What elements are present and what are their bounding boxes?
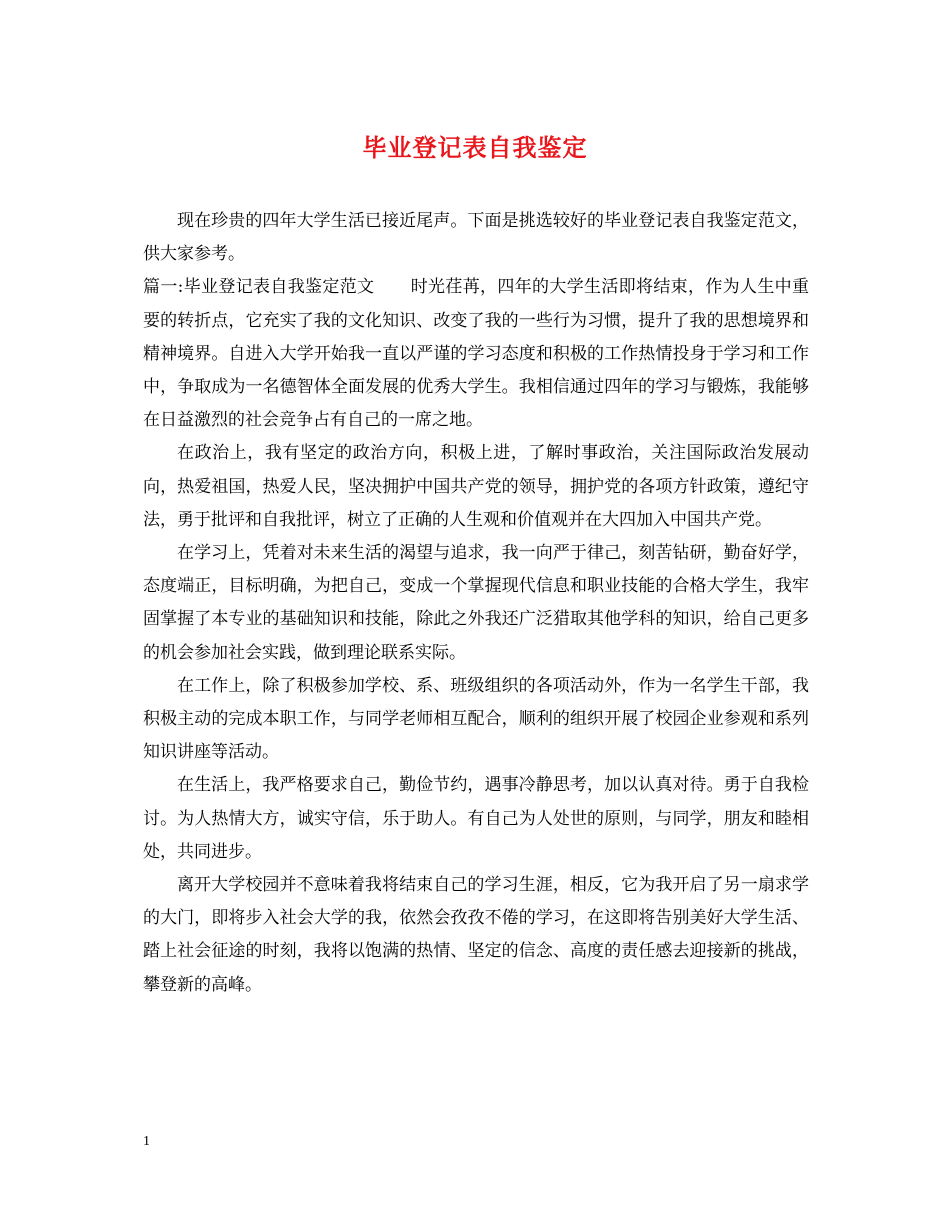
politics-paragraph: 在政治上，我有坚定的政治方向，积极上进，了解时事政治，关注国际政治发展动向，热爱祖国，热爱人民，坚决拥护中国共产党的领导，拥护党的各项方针政策，遵纪守法，勇于批评和自我批评，树立了正确的人生观和价值观并在大四加入中国共产党。 bbox=[143, 443, 809, 530]
document-body bbox=[143, 205, 809, 1002]
section-1-paragraph bbox=[143, 271, 809, 437]
closing-paragraph: 离开大学校园并不意味着我将结束自己的学习生涯，相反，它为我开启了另一扇求学的大门，即将步入社会大学的我，依然会孜孜不倦的学习，在这即将告别美好大学生活、踏上社会征途的时刻，我将以饱满的热情、坚定的信念、高度的责任感去迎接新的挑战，攀登新的高峰。 bbox=[143, 875, 809, 995]
intro-paragraph: 现在珍贵的四年大学生活已接近尾声。下面是挑选较好的毕业登记表自我鉴定范文，供大家参考。 bbox=[143, 211, 809, 265]
work-paragraph: 在工作上，除了积极参加学校、系、班级组织的各项活动外，作为一名学生干部，我积极主动的完成本职工作，与同学老师相互配合，顺利的组织开展了校园企业参观和系列知识讲座等活动。 bbox=[143, 675, 809, 763]
document-title: 毕业登记表自我鉴定 bbox=[362, 133, 588, 162]
life-paragraph: 在生活上，我严格要求自己，勤俭节约，遇事冷静思考，加以认真对待。勇于自我检讨。为人热情大方，诚实守信，乐于助人。有自己为人处世的原则，与同学，朋友和睦相处，共同进步。 bbox=[143, 775, 809, 862]
section-1-opening: 时光荏苒，四年的大学生活即将结束，作为人生中重要的转折点，它充实了我的文化知识、改变了我的一些行为习惯，提升了我的思想境界和精神境界。自进入大学开始我一直以严谨的学习态度和积极的工作热情投身于学习和工作中，争取成为一名德智体全面发展的优秀大学生。我相信通过四年的学习与锻炼，我能够在日益激烈的社会竞争占有自己的一席之地。 bbox=[143, 277, 809, 431]
section-1-heading: 篇一:毕业登记表自我鉴定范文 bbox=[143, 277, 375, 298]
page-number: 1 bbox=[143, 1134, 150, 1149]
study-paragraph: 在学习上，凭着对未来生活的渴望与追求，我一向严于律己，刻苦钻研，勤奋好学，态度端正，目标明确，为把自己，变成一个掌握现代信息和职业技能的合格大学生，我牢固掌握了本专业的基础知识和技能，除此之外我还广泛猎取其他学科的知识，给自己更多的机会参加社会实践，做到理论联系实际。 bbox=[143, 543, 809, 663]
